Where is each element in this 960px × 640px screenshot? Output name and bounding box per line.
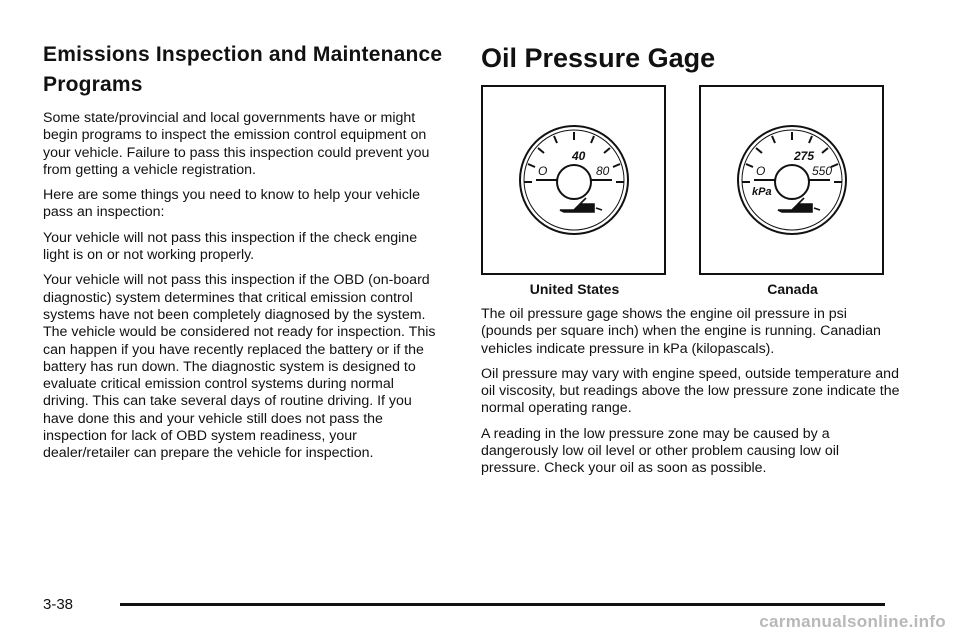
right-column — [481, 40, 901, 486]
gauge-figure-canada — [699, 85, 886, 297]
paragraph: Your vehicle will not pass this inspection if the check engine light is on or not working properly. — [43, 229, 418, 264]
gauge-min-label: O — [537, 164, 547, 178]
paragraph: Here are some things you need to know to help your vehicle pass an inspection: — [43, 187, 420, 221]
oil-can-icon — [778, 198, 820, 212]
gauge-mid-label: 275 — [793, 149, 814, 163]
page-number: 3-38 — [43, 596, 74, 613]
left-column — [43, 40, 443, 471]
paragraph: Oil pressure may vary with engine speed, outside temperature and oil viscosity, but readings above the low pressure zone indicate the normal operating range. — [481, 365, 900, 417]
gauge-figure-us — [481, 85, 668, 297]
footer-divider — [120, 603, 885, 606]
gauge-figures — [481, 85, 901, 297]
paragraph: A reading in the low pressure zone may be caused by a dangerously low oil level or other problem causing low oil pressure. Check your oil as soon as possible. — [481, 425, 840, 477]
oil-pressure-gauge-icon — [732, 120, 852, 240]
gauge-frame — [481, 85, 666, 275]
paragraph: Some state/provincial and local governments have or might begin programs to inspect the emission control equipment on your vehicle. Failure to pass this inspection could prevent you from getting a vehicle registration. — [43, 110, 430, 178]
section-title-oil-pressure: Oil Pressure Gage — [481, 43, 716, 73]
oil-pressure-gauge-icon — [514, 120, 634, 240]
gauge-max-label: 550 — [811, 164, 832, 178]
watermark-logo: carmanualsonline.info — [759, 612, 946, 631]
gauge-caption-us: United States — [529, 281, 620, 297]
gauge-frame — [699, 85, 884, 275]
paragraph: Your vehicle will not pass this inspection if the OBD (on-board diagnostic) system determines that critical emission control systems have not been completely diagnosed by the system. The vehicle would be considered not ready for inspection. This can happen if you have recently replaced the battery or if the battery has run down. The diagnostic system is designed to evaluate critical emission control systems during normal driving. This can take several days of routine driving. If you have done this and your vehicle still does not pass the inspection for lack of OBD system readiness, your dealer/retailer can prepare the vehicle for inspection. — [43, 272, 436, 462]
paragraph: The oil pressure gage shows the engine oil pressure in psi (pounds per square inch) when the engine is running. Canadian vehicles indicate pressure in kPa (kilopascals). — [481, 306, 881, 357]
gauge-max-label: 80 — [595, 164, 609, 178]
gauge-mid-label: 40 — [571, 149, 585, 163]
section-title-emissions: Emissions Inspection and Maintenance Programs — [43, 43, 443, 96]
gauge-min-label: O — [755, 164, 765, 178]
gauge-caption-canada: Canada — [767, 281, 818, 297]
gauge-unit-label: kPa — [751, 186, 772, 198]
oil-can-icon — [560, 198, 602, 212]
